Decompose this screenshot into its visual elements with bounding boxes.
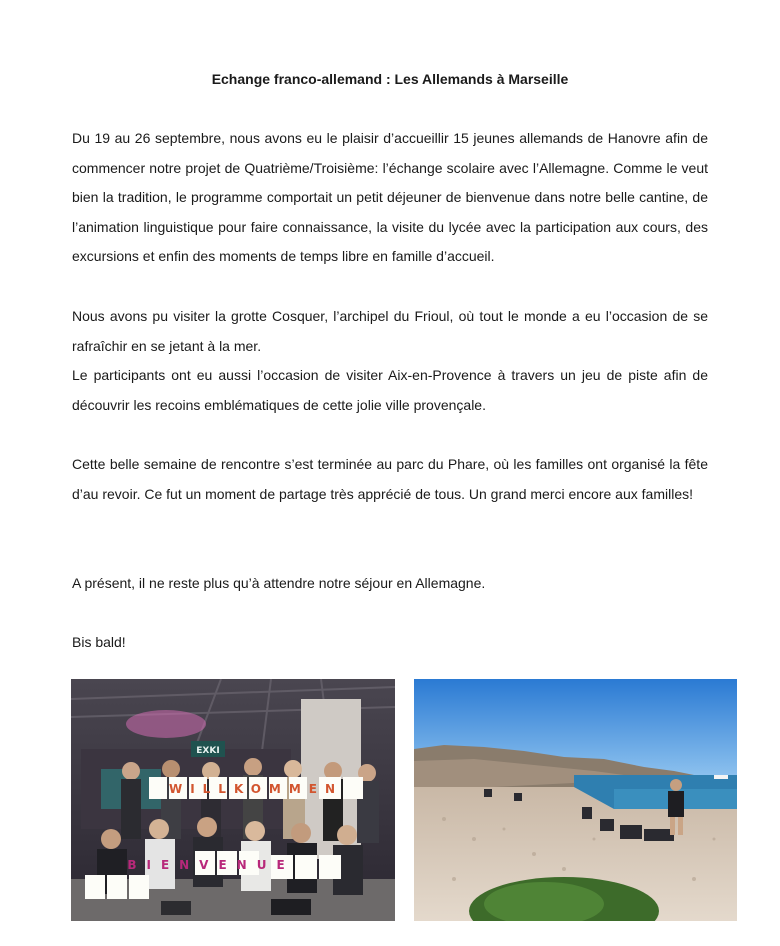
paragraph-farewell: Cette belle semaine de rencontre s’est terminée au parc du Phare, où les familles ont organisé la fête d’au revoir. Ce fut un moment de partage très apprécié de tous. Un grand merci encore aux familles!: [72, 456, 708, 502]
shop-sign-text: EXKI: [196, 746, 220, 756]
photo-welcome-group-image: [71, 679, 395, 921]
photo-frioul-beach-image: [414, 679, 737, 921]
document-title: Echange franco-allemand : Les Allemands à Marseille: [211, 71, 569, 87]
paragraph-intro: Du 19 au 26 septembre, nous avons eu le plaisir d’accueillir 15 jeunes allemands de Hanovre afin de commencer notre projet de Quatrième/Troisième: l’échange scolaire avec l’Allemagne. Comme le veut bien la tradition, le programme comportait un petit déjeuner de bienvenue dans notre belle cantine, de l’animation linguistique pour faire connaissance, la visite du lycée avec la participation aux cours, des excursions et enfin des moments de temps libre en famille d’accueil.: [72, 130, 708, 265]
paragraph-signoff: Bis bald!: [72, 634, 126, 650]
photo-welcome-group: [71, 679, 395, 921]
sign-welcome-french: BIENVENUE: [127, 858, 295, 872]
paragraph-next-trip: A présent, il ne reste plus qu’à attendre notre séjour en Allemagne.: [72, 575, 486, 591]
paragraph-excursions-aix: Le participants ont eu aussi l’occasion de visiter Aix-en-Provence à travers un jeu de piste afin de découvrir les recoins emblématiques de cette jolie ville provençale.: [72, 367, 708, 413]
paragraph-excursions-cosquer: Nous avons pu visiter la grotte Cosquer, l’archipel du Frioul, où tout le monde a eu l’occasion de se rafraîchir en se jetant à la mer.: [72, 308, 708, 354]
paragraph-excursions: [72, 302, 708, 420]
sign-welcome-german: WILLKOMMEN: [168, 782, 344, 796]
photo-frioul-beach: [414, 679, 737, 921]
